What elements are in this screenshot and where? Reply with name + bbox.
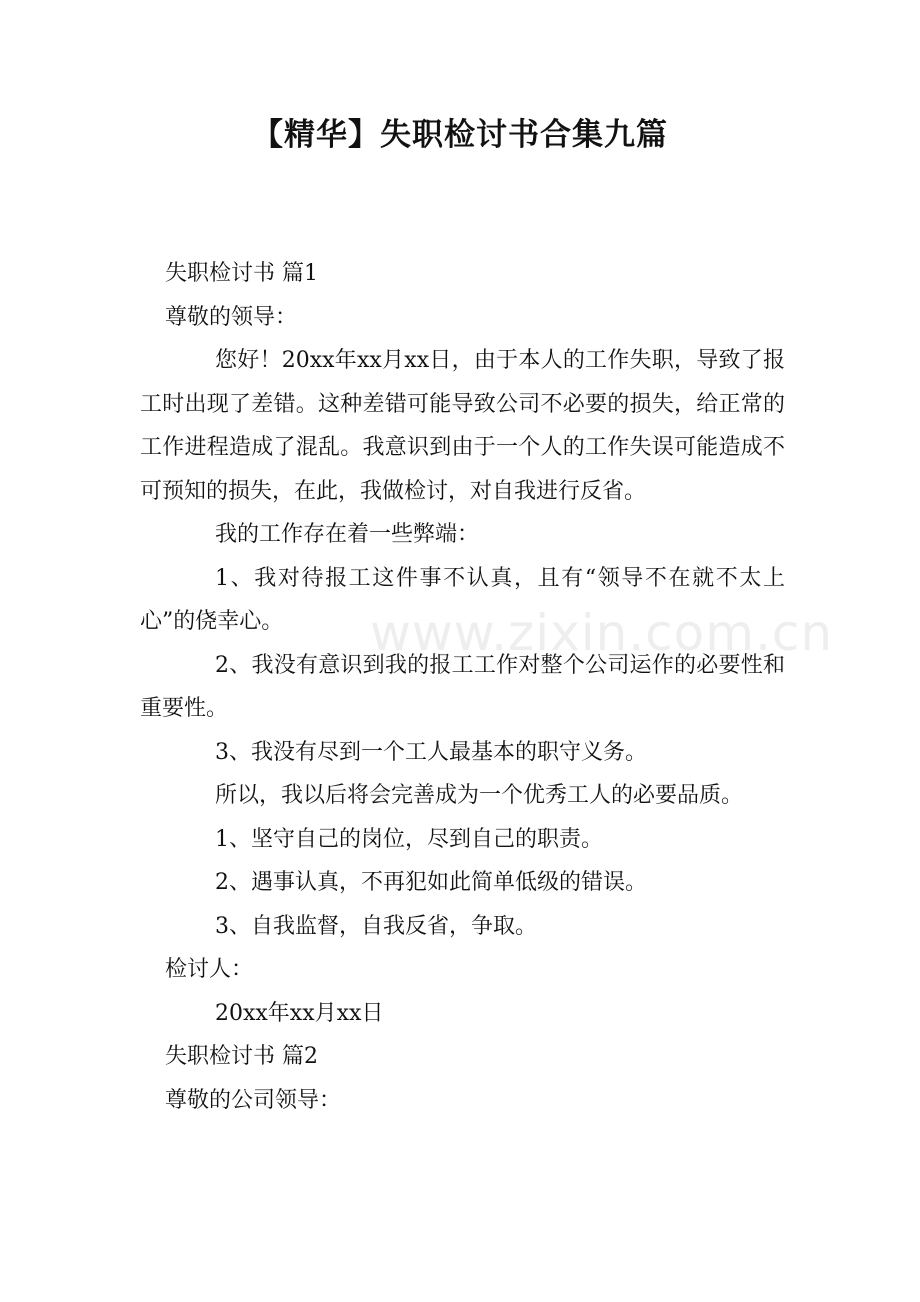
list-item: 2、遇事认真，不再犯如此简单低级的错误。 [215, 870, 647, 895]
salutation: 尊敬的领导： [165, 304, 298, 330]
list-item: 3、自我监督，自我反省，争取。 [215, 913, 537, 939]
list-item: 1、坚守自己的岗位，尽到自己的职责。 [215, 826, 603, 852]
watermark: www.zixin.com.cn [370, 604, 834, 662]
body-paragraph: 您好！20xx年xx月xx日，由于本人的工作失职，导致了报工时出现了差错。这种差错可能导致公司不必要的损失，给正常的工作进程造成了混乱。我意识到由于一个人的工作失误可能造成不可预知的损失，在此，我做检讨，对自我进行反省。 [140, 348, 785, 504]
document-body [140, 252, 785, 1122]
section-heading: 失职检讨书 篇1 [165, 261, 318, 286]
salutation: 尊敬的公司领导： [165, 1087, 342, 1113]
signature-date: 20xx年xx月xx日 [215, 1000, 384, 1026]
body-paragraph: 所以，我以后将会完善成为一个优秀工人的必要品质。 [215, 783, 744, 808]
signature-label: 检讨人： [165, 957, 254, 982]
list-item: 3、我没有尽到一个工人最基本的职守义务。 [215, 739, 647, 765]
list-item: 2、我没有意识到我的报工工作对整个公司运作的必要性和重要性。 [140, 652, 785, 721]
list-item: 1、我对待报工这件事不认真，且有“领导不在就不太上心”的侥幸心。 [140, 565, 785, 634]
section-heading: 失职检讨书 篇2 [165, 1044, 318, 1069]
document-title: 【精华】失职检讨书合集九篇 [252, 117, 668, 153]
body-paragraph: 我的工作存在着一些弊端： [215, 522, 480, 547]
